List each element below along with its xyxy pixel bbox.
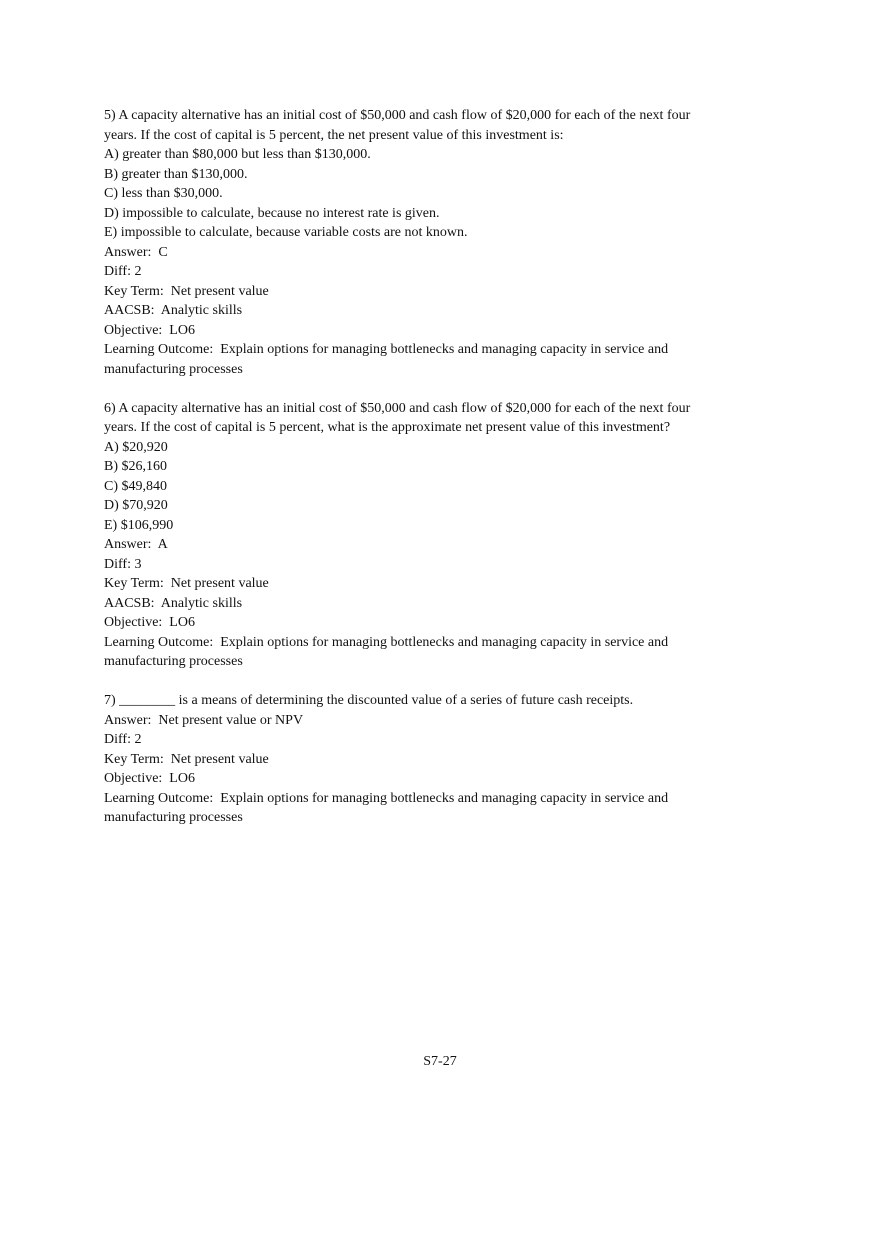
objective: Objective: LO6 (104, 615, 195, 630)
aacsb: AACSB: Analytic skills (104, 595, 243, 611)
option-d: D) impossible to calculate, because no interest rate is given. (104, 205, 440, 221)
option-e: E) $106,990 (104, 517, 174, 533)
learning-outcome: Learning Outcome: Explain options for managing bottlenecks and managing capacity in service and manufacturing processes (104, 790, 672, 825)
option-a: A) greater than $80,000 but less than $130,000. (104, 147, 371, 162)
option-c: C) less than $30,000. (104, 186, 223, 201)
option-b: B) greater than $130,000. (104, 166, 248, 182)
option-d: D) $70,920 (104, 498, 168, 513)
question-list (104, 106, 724, 847)
answer: Answer: C (104, 244, 168, 260)
key-term: Key Term: Net present value (104, 751, 269, 767)
key-term: Key Term: Net present value (104, 576, 269, 591)
option-b: B) $26,160 (104, 459, 167, 474)
option-c: C) $49,840 (104, 478, 167, 494)
question-5 (104, 106, 724, 379)
learning-outcome: Learning Outcome: Explain options for managing bottlenecks and managing capacity in service and manufacturing processes (104, 342, 672, 377)
objective: Objective: LO6 (104, 322, 195, 338)
answer: Answer: Net present value or NPV (104, 712, 304, 728)
answer: Answer: A (104, 537, 168, 552)
difficulty: Diff: 3 (104, 556, 142, 572)
key-term: Key Term: Net present value (104, 283, 269, 299)
difficulty: Diff: 2 (104, 732, 142, 747)
learning-outcome: Learning Outcome: Explain options for managing bottlenecks and managing capacity in service and manufacturing processes (104, 634, 672, 669)
question-stem: 5) A capacity alternative has an initial cost of $50,000 and cash flow of $20,000 for each of the next four years. If the cost of capital is 5 percent, the net present value of this investment is: (104, 108, 694, 143)
question-6 (104, 399, 724, 672)
question-stem: 6) A capacity alternative has an initial cost of $50,000 and cash flow of $20,000 for each of the next four years. If the cost of capital is 5 percent, what is the approximate net present value of this investment? (104, 400, 694, 435)
question-stem: 7) ________ is a means of determining the discounted value of a series of future cash receipts. (104, 693, 634, 708)
objective: Objective: LO6 (104, 771, 195, 786)
page-number: S7-27 (423, 1054, 457, 1069)
option-e: E) impossible to calculate, because variable costs are not known. (104, 225, 468, 240)
question-7 (104, 691, 724, 828)
aacsb: AACSB: Analytic skills (104, 303, 243, 318)
difficulty: Diff: 2 (104, 264, 142, 279)
option-a: A) $20,920 (104, 439, 168, 455)
